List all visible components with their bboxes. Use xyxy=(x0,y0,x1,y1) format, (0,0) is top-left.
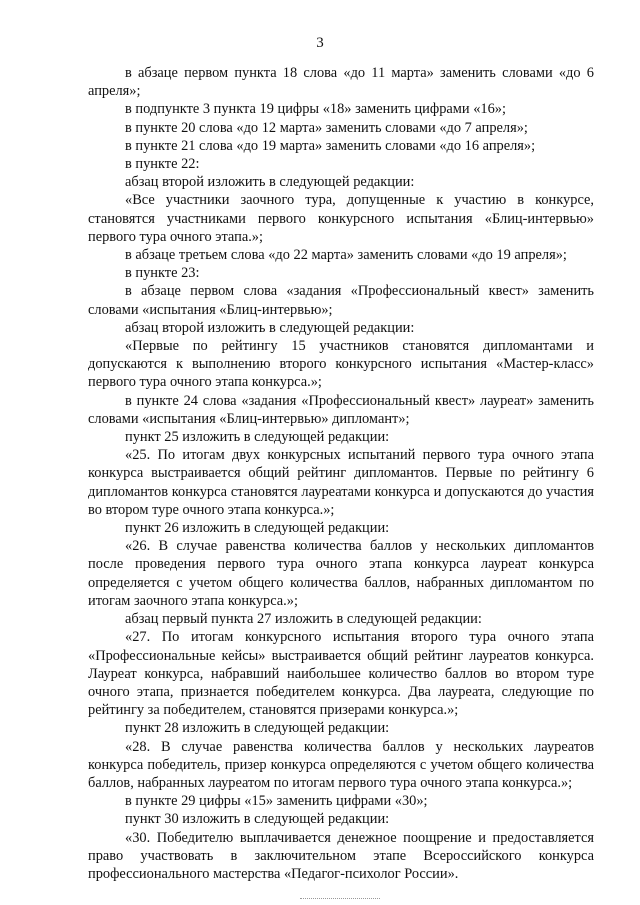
paragraph-15: «25. По итогам двух конкурсных испытаний первого тура очного этапа конкурса выстраивается общий рейтинг дипломантов. Первые по рейтингу 6 дипломантов конкурса становятся лауреатами конкурса и допускаются до участия во втором туре очного этапа конкурса.»; xyxy=(88,447,594,518)
paragraph-22: в пункте 29 цифры «15» заменить цифрами «30»; xyxy=(125,793,428,810)
paragraph-19: «27. По итогам конкурсного испытания второго тура очного этапа «Профессиональные кейсы» выстраивается общий рейтинг лауреатов конкурса. Лауреат конкурса, набравший наибольшее количество баллов во втором туре очного этапа, признается победителем конкурса. Два лауреата, следующие по рейтингу за победителем, становятся призерами конкурса.»; xyxy=(88,629,594,719)
paragraph-17: «26. В случае равенства количества баллов у нескольких дипломантов после проведения первого тура очного этапа конкурса лауреат конкурса определяется с учетом общего количества баллов, набранных дипломантом по итогам заочного этапа конкурса.»; xyxy=(88,538,594,609)
paragraph-24: «30. Победителю выплачивается денежное поощрение и предоставляется право участвовать в заключительном этапе Всероссийского конкурса профессионального мастерства «Педагог-психолог России». xyxy=(88,829,594,882)
page-number: 3 xyxy=(316,35,324,51)
paragraph-12: «Первые по рейтингу 15 участников становятся дипломантами и допускаются к выполнению второго конкурсного испытания «Мастер-класс» первого тура очного этапа конкурса.»; xyxy=(88,338,594,391)
paragraph-10: в абзаце первом слова «задания «Профессиональный квест» заменить словами «испытания «Блиц-интервью»; xyxy=(88,283,594,318)
paragraph-11: абзац второй изложить в следующей редакции: xyxy=(125,319,415,336)
paragraph-9: в пункте 23: xyxy=(125,265,200,282)
paragraph-13: в пункте 24 слова «задания «Профессиональный квест» лауреат» заменить словами «испытания «Блиц-интервью» дипломант»; xyxy=(88,392,594,427)
paragraph-16: пункт 26 изложить в следующей редакции: xyxy=(125,520,390,537)
paragraph-14: пункт 25 изложить в следующей редакции: xyxy=(125,429,390,446)
paragraph-1: в абзаце первом пункта 18 слова «до 11 марта» заменить словами «до 6 апреля»; xyxy=(88,65,594,100)
footer-divider xyxy=(300,898,380,899)
paragraph-4: в пункте 21 слова «до 19 марта» заменить словами «до 16 апреля»; xyxy=(125,137,536,154)
paragraph-3: в пункте 20 слова «до 12 марта» заменить словами «до 7 апреля»; xyxy=(125,119,528,136)
paragraph-23: пункт 30 изложить в следующей редакции: xyxy=(125,811,390,828)
paragraph-21: «28. В случае равенства количества баллов у нескольких лауреатов конкурса победитель, призер конкурса определяются с учетом общего количества баллов, набранных лауреатом по итогам первого тура очного этапа конкурса.»; xyxy=(88,738,594,791)
document-body xyxy=(88,64,594,883)
paragraph-5: в пункте 22: xyxy=(125,156,200,173)
paragraph-6: абзац второй изложить в следующей редакции: xyxy=(125,174,415,191)
paragraph-2: в подпункте 3 пункта 19 цифры «18» заменить цифрами «16»; xyxy=(125,101,506,118)
paragraph-7: «Все участники заочного тура, допущенные к участию в конкурсе, становятся участниками первого конкурсного испытания «Блиц-интервью» первого тура очного этапа.»; xyxy=(88,192,594,245)
paragraph-18: абзац первый пункта 27 изложить в следующей редакции: xyxy=(125,611,482,628)
paragraph-8: в абзаце третьем слова «до 22 марта» заменить словами «до 19 апреля»; xyxy=(125,247,567,264)
paragraph-20: пункт 28 изложить в следующей редакции: xyxy=(125,720,390,737)
